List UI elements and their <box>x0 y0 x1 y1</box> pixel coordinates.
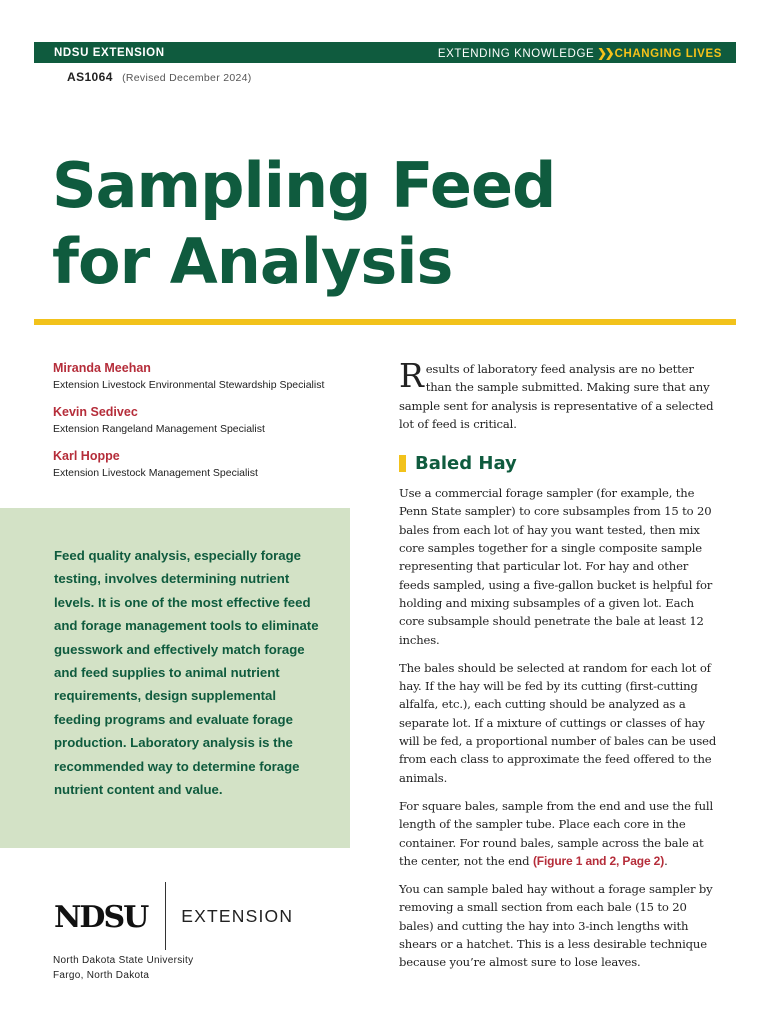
logo-extension-label: EXTENSION <box>181 905 294 926</box>
author-item <box>53 448 373 480</box>
institution-address <box>53 954 193 983</box>
author-list <box>53 360 373 492</box>
section-heading <box>399 453 717 474</box>
figure-reference-link[interactable]: (Figure 1 and 2, Page 2) <box>532 853 665 868</box>
author-role: Extension Rangeland Management Specialist <box>53 423 265 435</box>
section-title: Baled Hay <box>415 453 517 475</box>
intro-text: esults of laboratory feed analysis are no better than the sample submitted. Making sure that any sample sent for analysis is representative of a selected lot of feed is critical. <box>399 362 714 431</box>
ndsu-extension-logo <box>54 882 293 950</box>
paragraph-text: For square bales, sample from the end and use the full length of the sampler tube. Place each core in the container. For round bales, sample across the bale at the center, not the end <box>399 798 714 868</box>
drop-cap: R <box>399 356 424 395</box>
title-line-2: for Analysis <box>52 225 453 298</box>
paragraph: Use a commercial forage sampler (for example, the Penn State sampler) to core subsamples from 15 to 20 bales from each lot of hay you want tested, then mix core samples together for a single composite sample representing that particular lot. For hay and other feeds sampled, using a five-gallon bucket is helpful for holding and mixing subsamples of a given lot. Each core subsample should penetrate the bale at least 12 inches. <box>399 486 713 647</box>
tagline-accent: CHANGING LIVES <box>614 47 722 60</box>
intro-paragraph <box>399 356 717 433</box>
paragraph-end: . <box>664 853 668 868</box>
tagline <box>438 46 722 60</box>
main-article <box>399 356 717 982</box>
address-line-1: North Dakota State University <box>53 955 194 966</box>
paragraph <box>399 797 717 870</box>
title-line-1: Sampling Feed <box>52 149 556 222</box>
author-name: Karl Hoppe <box>53 449 120 463</box>
author-name: Miranda Meehan <box>53 361 151 375</box>
page-title <box>52 148 742 300</box>
address-line-2: Fargo, North Dakota <box>53 969 150 981</box>
summary-callout <box>0 508 350 848</box>
callout-text: Feed quality analysis, especially forage testing, involves determining nutrient levels. It is one of the most effective feed and forage management tools to eliminate guesswork and effectively match forage and feed supplies to animal nutrient requirements, design supplemental feeding programs and evaluate forage production. Laboratory analysis is the recommended way to determine forage nutrient content and value. <box>54 548 319 798</box>
paragraph: The bales should be selected at random for each lot of hay. If the hay will be fed by its cutting (first-cutting alfalfa, etc.), each cutting should be analyzed as a separate lot. If a mixture of cuttings or classes of hay will be fed, a proportional number of bales can be used from each class to approximate the feed offered to the animals. <box>399 660 717 785</box>
heading-marker <box>399 455 406 472</box>
logo-wordmark: NDSU <box>54 899 148 935</box>
author-role: Extension Livestock Environmental Stewardship Specialist <box>53 379 325 391</box>
title-divider <box>34 319 736 325</box>
doc-code: AS1064 <box>67 70 113 84</box>
author-name: Kevin Sedivec <box>53 405 138 419</box>
paragraph: You can sample baled hay without a forage sampler by removing a small section from each bale (15 to 20 bales) and cutting the hay into 3-inch lengths with shears or a hatchet. This is a less desirable technique because you’re almost sure to lose leaves. <box>399 882 713 970</box>
tagline-prefix: EXTENDING KNOWLEDGE <box>437 47 595 60</box>
document-id <box>67 70 252 84</box>
author-item <box>53 404 373 436</box>
top-banner <box>34 42 736 63</box>
publisher-label: NDSU EXTENSION <box>54 46 165 59</box>
author-role: Extension Livestock Management Specialist <box>53 467 258 479</box>
double-chevron-icon: ❯❯ <box>597 47 613 60</box>
author-item <box>53 360 373 392</box>
logo-divider <box>165 882 166 950</box>
revision-date: (Revised December 2024) <box>122 72 252 84</box>
